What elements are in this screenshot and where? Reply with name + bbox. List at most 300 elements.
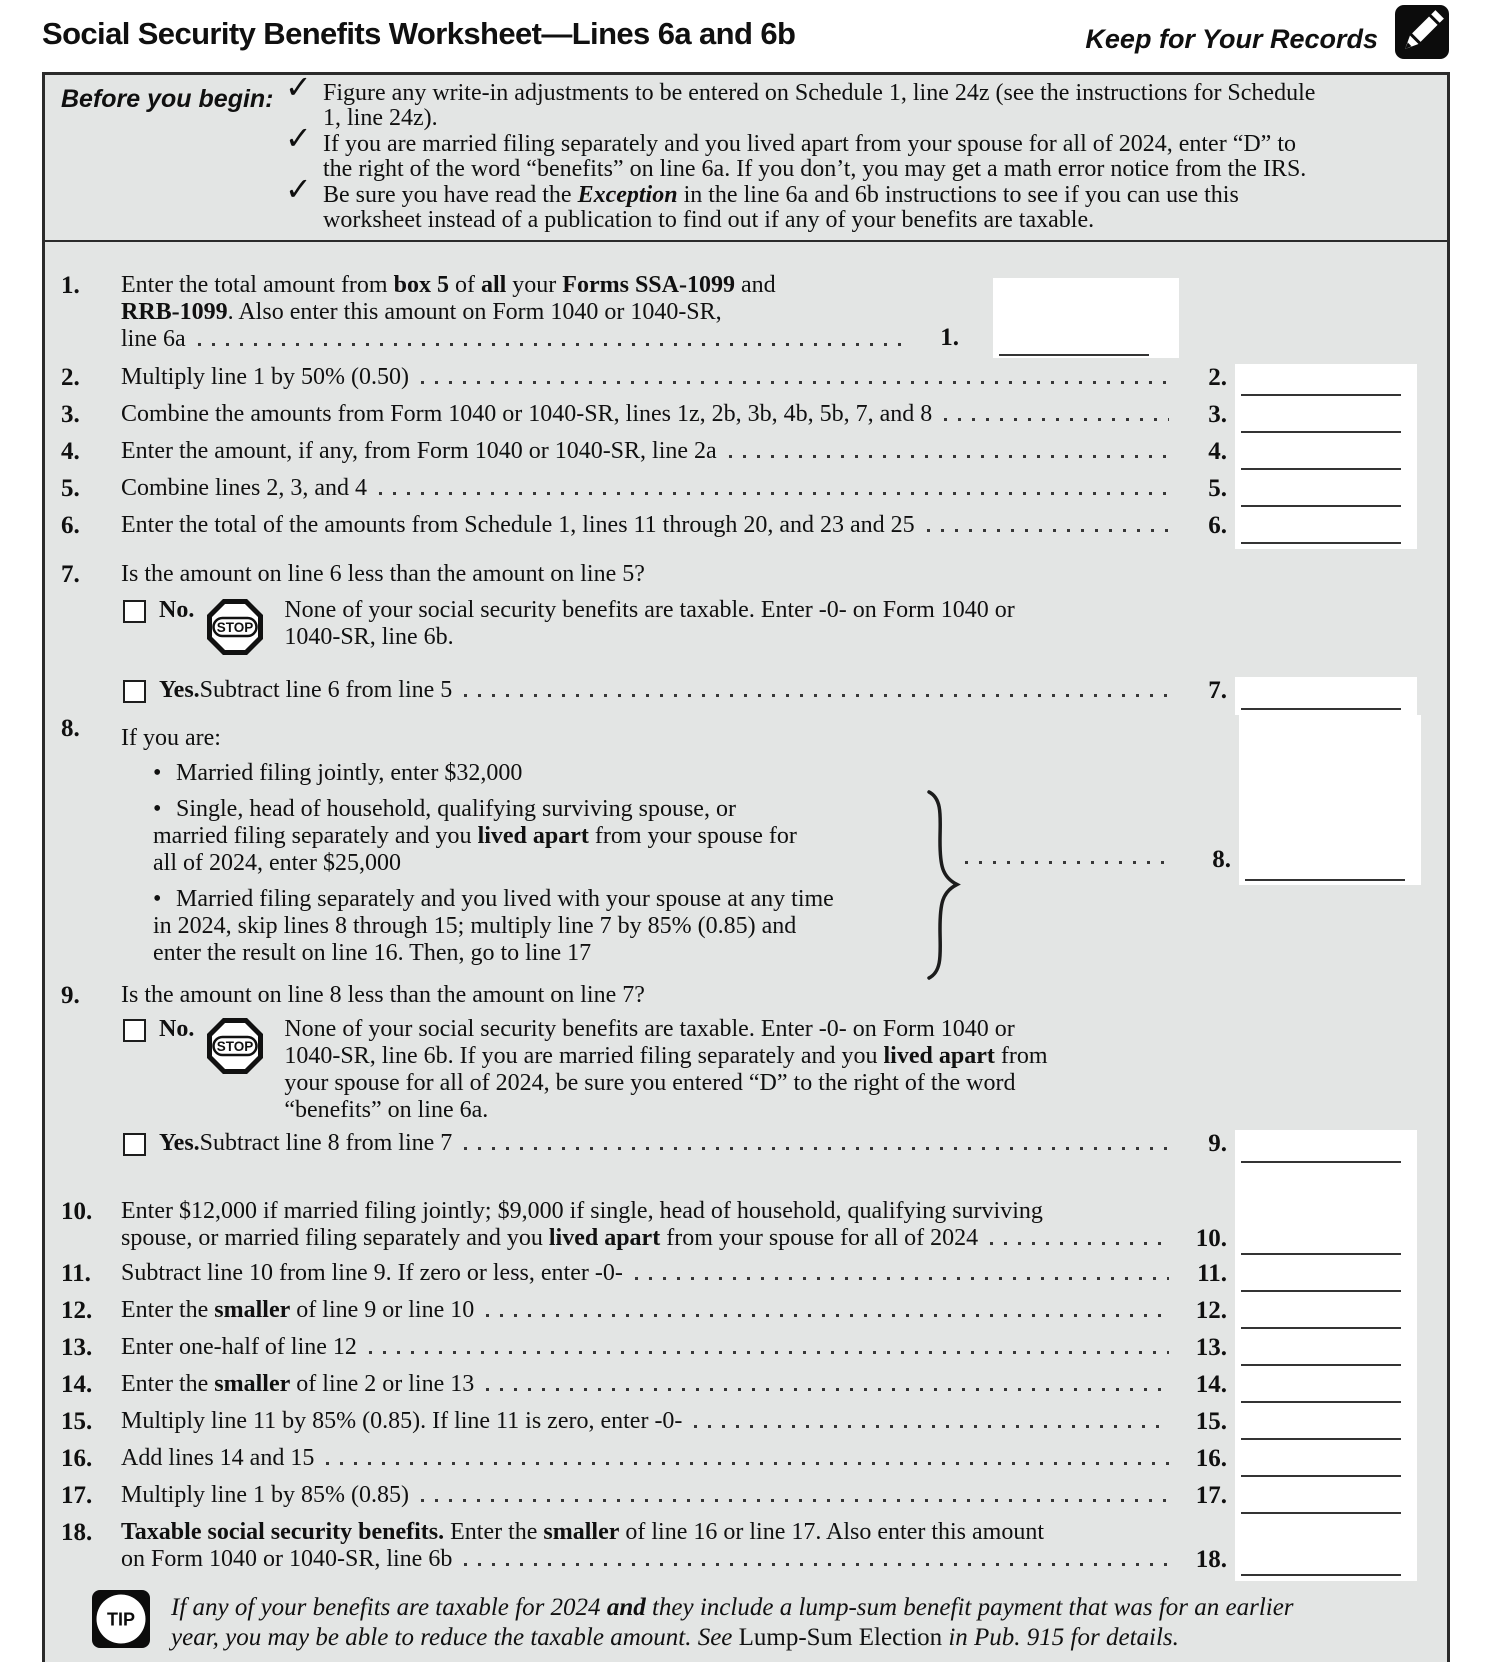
- text-segment: from: [994, 1043, 1048, 1069]
- text-line: [121, 401, 1177, 428]
- text-segment: Single, head of household, qualifying surviving spouse, or: [176, 796, 736, 822]
- text-line: [121, 1198, 1177, 1225]
- gutter: [1417, 364, 1447, 401]
- text-line: [284, 1070, 1047, 1097]
- line-text: [121, 1445, 1177, 1482]
- dot-leader: [379, 492, 1169, 495]
- line-number: 9.: [61, 982, 80, 1009]
- text-segment: Enter the total amount from: [121, 272, 394, 298]
- yes-label: Yes.: [159, 1130, 200, 1156]
- text-line: [121, 1482, 1177, 1509]
- text-segment: 1040-SR, line 6b. If you are married filing separately and you: [284, 1043, 884, 1069]
- text-line: [121, 725, 1177, 752]
- text-line-content: [121, 1519, 1044, 1546]
- entry-column-line-9-question: [1235, 982, 1417, 1014]
- text-line-content: [121, 364, 409, 391]
- bullet-line: [153, 760, 1177, 787]
- before-item-line: [323, 132, 1437, 157]
- dot-leader: [965, 861, 1173, 864]
- gutter: [1417, 561, 1447, 593]
- text-line-content: [121, 475, 367, 502]
- dot-leader: [326, 1462, 1169, 1465]
- line-ref-number: 4.: [1208, 438, 1227, 465]
- page-title: Social Security Benefits Worksheet—Lines 6a and 6b: [42, 16, 796, 51]
- text-segment: 1040-SR, line 6b.: [284, 624, 454, 650]
- amount-field-line-15[interactable]: [1235, 1408, 1417, 1445]
- text-line: [121, 1546, 1177, 1573]
- bullet-line: [153, 796, 1177, 823]
- gutter: [1417, 1260, 1447, 1297]
- line-text: [121, 1482, 1177, 1519]
- text-line-content: [121, 1546, 452, 1573]
- bullet-item-2: [153, 796, 1177, 877]
- text-line-content: [121, 1260, 623, 1287]
- amount-field-line-7[interactable]: [1235, 677, 1417, 715]
- line-text: [121, 1519, 1177, 1581]
- text-segment: Forms SSA-1099: [562, 272, 735, 298]
- bullet-line: [153, 940, 1177, 967]
- line-number: 2.: [61, 364, 80, 391]
- text-segment: on Form 1040 or 1040-SR, line 6b: [121, 1546, 453, 1572]
- text-segment: Enter the: [444, 1519, 544, 1545]
- gutter: [1417, 677, 1447, 715]
- gutter: [1417, 1198, 1447, 1260]
- dot-leader: [198, 343, 907, 346]
- line-ref-number: 5.: [1208, 475, 1227, 502]
- text-line-content: [121, 561, 645, 588]
- text-segment: your spouse for all of 2024, be sure you entered “D” to the right of the word: [284, 1070, 1016, 1096]
- amount-line: [999, 354, 1149, 356]
- line-ref-number: 13.: [1195, 1334, 1227, 1361]
- text-line: [121, 326, 915, 353]
- text-segment: 1, line 24z).: [323, 104, 438, 131]
- text-line: [121, 1297, 1177, 1324]
- line-9-yes-checkbox[interactable]: [123, 1133, 146, 1156]
- gutter: [1417, 1371, 1447, 1408]
- row-line-9-no: [45, 1014, 1447, 1126]
- amount-field-line-12[interactable]: [1235, 1297, 1417, 1334]
- text-segment: If you are:: [121, 725, 221, 751]
- text-line-content: [284, 1016, 1014, 1043]
- text-line-content: [200, 677, 453, 704]
- row-line-8: [45, 715, 1447, 976]
- text-segment: from your spouse for all of 2024: [660, 1225, 979, 1251]
- stop-icon: [206, 1017, 264, 1082]
- dot-leader: [464, 1147, 1169, 1150]
- bullet-icon: •: [153, 760, 162, 786]
- line-number: 10.: [61, 1198, 93, 1225]
- text-line-content: [121, 326, 186, 353]
- no-label: No.: [159, 597, 195, 623]
- before-item-3: [285, 171, 1437, 233]
- amount-line: [1241, 708, 1401, 710]
- line-ref-number: 15.: [1195, 1408, 1227, 1435]
- gutter: [1417, 1130, 1447, 1168]
- text-segment: Is the amount on line 6 less than the amount on line 5?: [121, 561, 645, 587]
- text-line-content: [284, 624, 453, 651]
- text-line-content: [121, 512, 915, 539]
- before-item-line: [323, 183, 1437, 208]
- line-number: 3.: [61, 401, 80, 428]
- text-line-content: [121, 725, 221, 752]
- line-text: [121, 1334, 1177, 1371]
- line-number: 4.: [61, 438, 80, 465]
- line-ref-number: 7.: [1208, 677, 1227, 704]
- amount-line: [1241, 468, 1401, 470]
- text-line: [121, 475, 1177, 502]
- amount-field-line-8[interactable]: [1239, 715, 1421, 885]
- worksheet-lines: [45, 242, 1447, 1581]
- row-line-11: [45, 1260, 1447, 1297]
- text-segment: “benefits” on line 6a.: [284, 1097, 489, 1123]
- line-ref-number: 18.: [1195, 1546, 1227, 1573]
- before-you-begin-label: Before you begin:: [61, 85, 274, 113]
- line-number: [45, 1016, 121, 1126]
- text-line-content: [121, 1225, 978, 1252]
- line-number: 14.: [61, 1371, 93, 1398]
- text-segment: they include a lump-sum benefit payment that was for an earlier: [645, 1594, 1294, 1621]
- amount-field-line-13[interactable]: [1235, 1334, 1417, 1371]
- text-line-content: [121, 1408, 682, 1435]
- before-item-line: [323, 106, 1437, 131]
- amount-field-line-14[interactable]: [1235, 1371, 1417, 1408]
- line-ref-number: [1177, 597, 1235, 673]
- text-segment: Figure any write-in adjustments to be entered on Schedule 1, line 24z (see the instructions for Schedule: [323, 80, 1316, 106]
- line-ref-number: [1177, 1168, 1235, 1198]
- row-line-9-question: [45, 982, 1447, 1014]
- text-segment: Enter $12,000 if married filing jointly; $9,000 if single, head of household, qualifying surviving: [121, 1198, 1043, 1224]
- text-line: [284, 1097, 1047, 1124]
- text-segment: None of your social security benefits are taxable. Enter -0- on Form 1040 or: [284, 597, 1015, 623]
- text-segment: . Also enter this amount on Form 1040 or 1040-SR,: [227, 299, 722, 325]
- line-ref-number: 1.: [940, 324, 959, 351]
- row-line-1: [45, 272, 1447, 364]
- line-ref-number: 9.: [1208, 1130, 1227, 1157]
- line-ref-number: 3.: [1208, 401, 1227, 428]
- text-line-content: [121, 299, 722, 326]
- before-item-line: [323, 81, 1437, 106]
- gutter: [1417, 1168, 1447, 1198]
- text-segment: of line 2 or line 13: [290, 1371, 475, 1397]
- text-segment: box 5: [393, 272, 449, 298]
- text-line-content: [171, 1623, 1179, 1653]
- bullet-line: [153, 886, 1177, 913]
- amount-field-line-9[interactable]: [1235, 1130, 1417, 1168]
- line-ref-number: 12.: [1195, 1297, 1227, 1324]
- line-9-no: [121, 1016, 1177, 1126]
- amount-field-line-3[interactable]: [1235, 401, 1417, 438]
- text-line: [121, 272, 915, 299]
- amount-line: [1245, 879, 1405, 881]
- text-segment: Enter the: [121, 1371, 215, 1397]
- text-segment: lived apart: [477, 823, 589, 849]
- line-7-no-checkbox[interactable]: [123, 600, 146, 623]
- line-number: 8.: [61, 715, 80, 742]
- line-ref-number: 8.: [1212, 846, 1231, 873]
- text-line: [121, 982, 1177, 1009]
- text-segment: and: [734, 272, 776, 298]
- text-segment: RRB-1099: [121, 299, 228, 325]
- entry-column-line-7-question: [1235, 561, 1417, 593]
- gutter: [1417, 512, 1447, 549]
- amount-line: [1241, 1364, 1401, 1366]
- amount-line: [1241, 1512, 1401, 1514]
- line-text: [121, 364, 1177, 401]
- row-line-14: [45, 1371, 1447, 1408]
- amount-field-line-11[interactable]: [1235, 1260, 1417, 1297]
- line-number: 12.: [61, 1297, 93, 1324]
- gutter: [1417, 597, 1447, 673]
- entry-column-line-7-no: [1235, 597, 1417, 673]
- dot-leader: [927, 529, 1169, 532]
- line-text: [121, 438, 1177, 475]
- amount-line: [1241, 542, 1401, 544]
- gutter: [1417, 1408, 1447, 1445]
- amount-field-line-18[interactable]: [1235, 1519, 1417, 1581]
- text-segment: If you are married filing separately and you lived apart from your spouse for all of 2024, enter “D” to: [323, 131, 1296, 157]
- text-segment: Enter the amount, if any, from Form 1040 or 1040-SR, line 2a: [121, 438, 717, 464]
- line-ref-number: 6.: [1208, 512, 1227, 539]
- text-line-content: [121, 401, 932, 428]
- bullet-icon: •: [153, 796, 162, 822]
- amount-line: [1241, 1475, 1401, 1477]
- bullet-line: [153, 913, 1177, 940]
- tip-icon: [91, 1589, 151, 1654]
- row-line-15: [45, 1408, 1447, 1445]
- line-ref-number: [1177, 1016, 1235, 1126]
- text-segment: lived apart: [883, 1043, 995, 1069]
- line-number: 5.: [61, 475, 80, 502]
- svg-text:TIP: TIP: [106, 1609, 136, 1630]
- dot-leader: [421, 381, 1169, 384]
- gutter: [1417, 401, 1447, 438]
- worksheet-box: [42, 69, 1450, 1662]
- text-line-content: [121, 272, 776, 299]
- page-header: [0, 0, 1492, 72]
- line-ref-number: [1177, 561, 1235, 593]
- row-line-10: [45, 1198, 1447, 1260]
- brace-icon: [923, 789, 965, 986]
- text-segment: in 2024, skip lines 8 through 15; multiply line 7 by 85% (0.85) and: [153, 913, 797, 939]
- text-line: [121, 1445, 1177, 1472]
- amount-box: [993, 278, 1179, 358]
- text-segment: Enter the: [121, 1297, 215, 1323]
- line-9-no-checkbox[interactable]: [123, 1019, 146, 1042]
- line-text: [121, 982, 1177, 1014]
- line-ref-number: 11.: [1197, 1260, 1227, 1287]
- line-number: 18.: [61, 1519, 93, 1546]
- text-segment: Combine the amounts from Form 1040 or 1040-SR, lines 1z, 2b, 3b, 4b, 5b, 7, and 8: [121, 401, 933, 427]
- line-ref-number: 17.: [1195, 1482, 1227, 1509]
- amount-field-line-4[interactable]: [1235, 438, 1417, 475]
- gutter: [1417, 1334, 1447, 1371]
- text-segment: Multiply line 11 by 85% (0.85). If line 11 is zero, enter -0-: [121, 1408, 683, 1434]
- line-number: [45, 677, 121, 715]
- text-line-content: [284, 1070, 1015, 1097]
- text-segment: Married filing jointly, enter $32,000: [176, 760, 523, 786]
- text-segment: married filing separately and you: [153, 823, 478, 849]
- amount-field-line-16[interactable]: [1235, 1445, 1417, 1482]
- text-line: [121, 1519, 1177, 1546]
- text-segment: your: [506, 272, 563, 298]
- line-number: [45, 1168, 121, 1198]
- text-line-content: [284, 1097, 488, 1124]
- gutter: [1417, 475, 1447, 512]
- amount-field-line-6[interactable]: [1235, 512, 1417, 549]
- gutter: [1417, 1297, 1447, 1334]
- tip-line: [171, 1623, 1294, 1653]
- row-line-6: [45, 512, 1447, 549]
- before-item-line: [323, 208, 1437, 233]
- text-segment: Subtract line 6 from line 5: [199, 677, 453, 703]
- text-line: [284, 597, 1014, 624]
- dot-leader: [421, 1499, 1169, 1502]
- gutter: [1417, 1445, 1447, 1482]
- before-you-begin-items: [285, 69, 1437, 234]
- text-line: [284, 624, 1014, 651]
- text-line-content: [121, 1334, 357, 1361]
- text-line-content: [121, 982, 645, 1009]
- text-segment: If any of your benefits are taxable for 2024: [171, 1594, 607, 1621]
- line-number: [45, 1130, 121, 1168]
- text-line: [121, 1225, 1177, 1252]
- amount-line: [1241, 1253, 1401, 1255]
- amount-line: [1241, 431, 1401, 433]
- before-item-line: [323, 157, 1437, 182]
- text-segment: of line 16 or line 17. Also enter this amount: [619, 1519, 1044, 1545]
- row-line-12: [45, 1297, 1447, 1334]
- text-line-content: [171, 1593, 1294, 1623]
- line-number: 7.: [61, 561, 80, 588]
- amount-field-line-17[interactable]: [1235, 1482, 1417, 1519]
- row-line-13: [45, 1334, 1447, 1371]
- text-line: [159, 677, 1177, 704]
- line-text: [121, 512, 1177, 549]
- text-segment: in the line 6a and 6b instructions to see if you can use this: [677, 182, 1239, 208]
- checkmark-icon: ✓: [285, 69, 312, 105]
- row-line-9-yes: [45, 1126, 1447, 1168]
- text-segment: from your spouse for: [588, 823, 797, 849]
- text-segment: Enter one-half of line 12: [121, 1334, 357, 1360]
- text-segment: line 6a: [121, 326, 186, 352]
- amount-line: [1241, 1290, 1401, 1292]
- amount-field-line-5[interactable]: [1235, 475, 1417, 512]
- dot-leader: [464, 1563, 1169, 1566]
- text-segment: and: [606, 1594, 646, 1621]
- dot-leader: [486, 1314, 1169, 1317]
- line-text: [121, 1408, 1177, 1445]
- amount-field-line-2[interactable]: [1235, 364, 1417, 401]
- line-text: [121, 1260, 1177, 1297]
- line-ref-number: 16.: [1195, 1445, 1227, 1472]
- amount-field-line-1[interactable]: [971, 272, 1167, 364]
- amount-line: [1241, 1327, 1401, 1329]
- text-segment: Combine lines 2, 3, and 4: [121, 475, 367, 501]
- dot-leader: [635, 1277, 1169, 1280]
- bullet-icon: •: [153, 886, 162, 912]
- text-line-content: [121, 1371, 474, 1398]
- line-number: [45, 597, 121, 673]
- line-number: 16.: [61, 1445, 93, 1472]
- line-8-content: [121, 715, 1177, 976]
- text-line-content: [121, 1198, 1043, 1225]
- row-line-4: [45, 438, 1447, 475]
- line-text: [121, 1198, 1177, 1260]
- text-line: [121, 512, 1177, 539]
- dot-leader: [464, 694, 1169, 697]
- amount-line: [1241, 1161, 1401, 1163]
- dot-leader: [990, 1242, 1169, 1245]
- row-line-16: [45, 1445, 1447, 1482]
- spacer-text: [121, 1168, 1177, 1198]
- text-line-content: [121, 438, 717, 465]
- text-line: [284, 1016, 1047, 1043]
- tip-text: [171, 1593, 1294, 1654]
- text-line-content: [121, 1297, 474, 1324]
- text-line: [121, 364, 1177, 391]
- text-segment: smaller: [214, 1297, 291, 1323]
- text-line: [121, 1408, 1177, 1435]
- gutter: [1417, 438, 1447, 475]
- row-line-2: [45, 364, 1447, 401]
- text-line-content: [284, 1043, 1047, 1070]
- text-segment: all of 2024, enter $25,000: [153, 850, 401, 876]
- text-segment: Married filing separately and you lived with your spouse at any time: [176, 886, 834, 912]
- row-line-7-no: [45, 593, 1447, 673]
- line-number: 1.: [61, 272, 80, 299]
- line-number: 13.: [61, 1334, 93, 1361]
- amount-line: [1241, 1438, 1401, 1440]
- text-segment: lived apart: [548, 1225, 661, 1251]
- row-spacer-9: [45, 1168, 1447, 1198]
- row-line-18: [45, 1519, 1447, 1581]
- text-segment: of line 9 or line 10: [290, 1297, 475, 1323]
- line-7-yes-checkbox[interactable]: [123, 680, 146, 703]
- gutter: [1417, 1519, 1447, 1581]
- row-line-5: [45, 475, 1447, 512]
- checkmark-icon: ✓: [285, 120, 312, 156]
- text-line: [159, 1130, 1177, 1157]
- row-line-17: [45, 1482, 1447, 1519]
- amount-line: [1241, 505, 1401, 507]
- gutter: [1417, 982, 1447, 1014]
- text-segment: Multiply line 1 by 85% (0.85): [121, 1482, 409, 1508]
- text-line: [121, 1260, 1177, 1287]
- text-line: [284, 1043, 1047, 1070]
- text-line-content: [284, 597, 1014, 624]
- amount-line: [1241, 1574, 1401, 1576]
- amount-field-line-10[interactable]: [1235, 1198, 1417, 1260]
- row-line-7-question: [45, 561, 1447, 593]
- text-segment: Taxable social security benefits.: [121, 1519, 445, 1545]
- dot-leader: [486, 1388, 1169, 1391]
- stop-icon: [206, 598, 264, 663]
- text-segment: of: [448, 272, 481, 298]
- checkmark-icon: ✓: [285, 171, 312, 207]
- line-ref-number: 14.: [1195, 1371, 1227, 1398]
- line-7-no: [121, 597, 1177, 673]
- line-text: [284, 597, 1014, 651]
- dot-leader: [694, 1425, 1169, 1428]
- text-segment: Enter the total of the amounts from Schedule 1, lines 11 through 20, and 23 and 25: [121, 512, 915, 538]
- line-ref-number: 10.: [1195, 1225, 1227, 1252]
- text-segment: None of your social security benefits are taxable. Enter -0- on Form 1040 or: [284, 1016, 1015, 1042]
- before-item-2: [285, 120, 1437, 182]
- text-segment: spouse, or married filing separately and you: [121, 1225, 549, 1251]
- yes-label: Yes.: [159, 677, 200, 703]
- text-segment: the right of the word “benefits” on line 6a. If you don’t, you may get a math error notice from the IRS.: [323, 155, 1307, 182]
- line-9-yes: [121, 1130, 1177, 1168]
